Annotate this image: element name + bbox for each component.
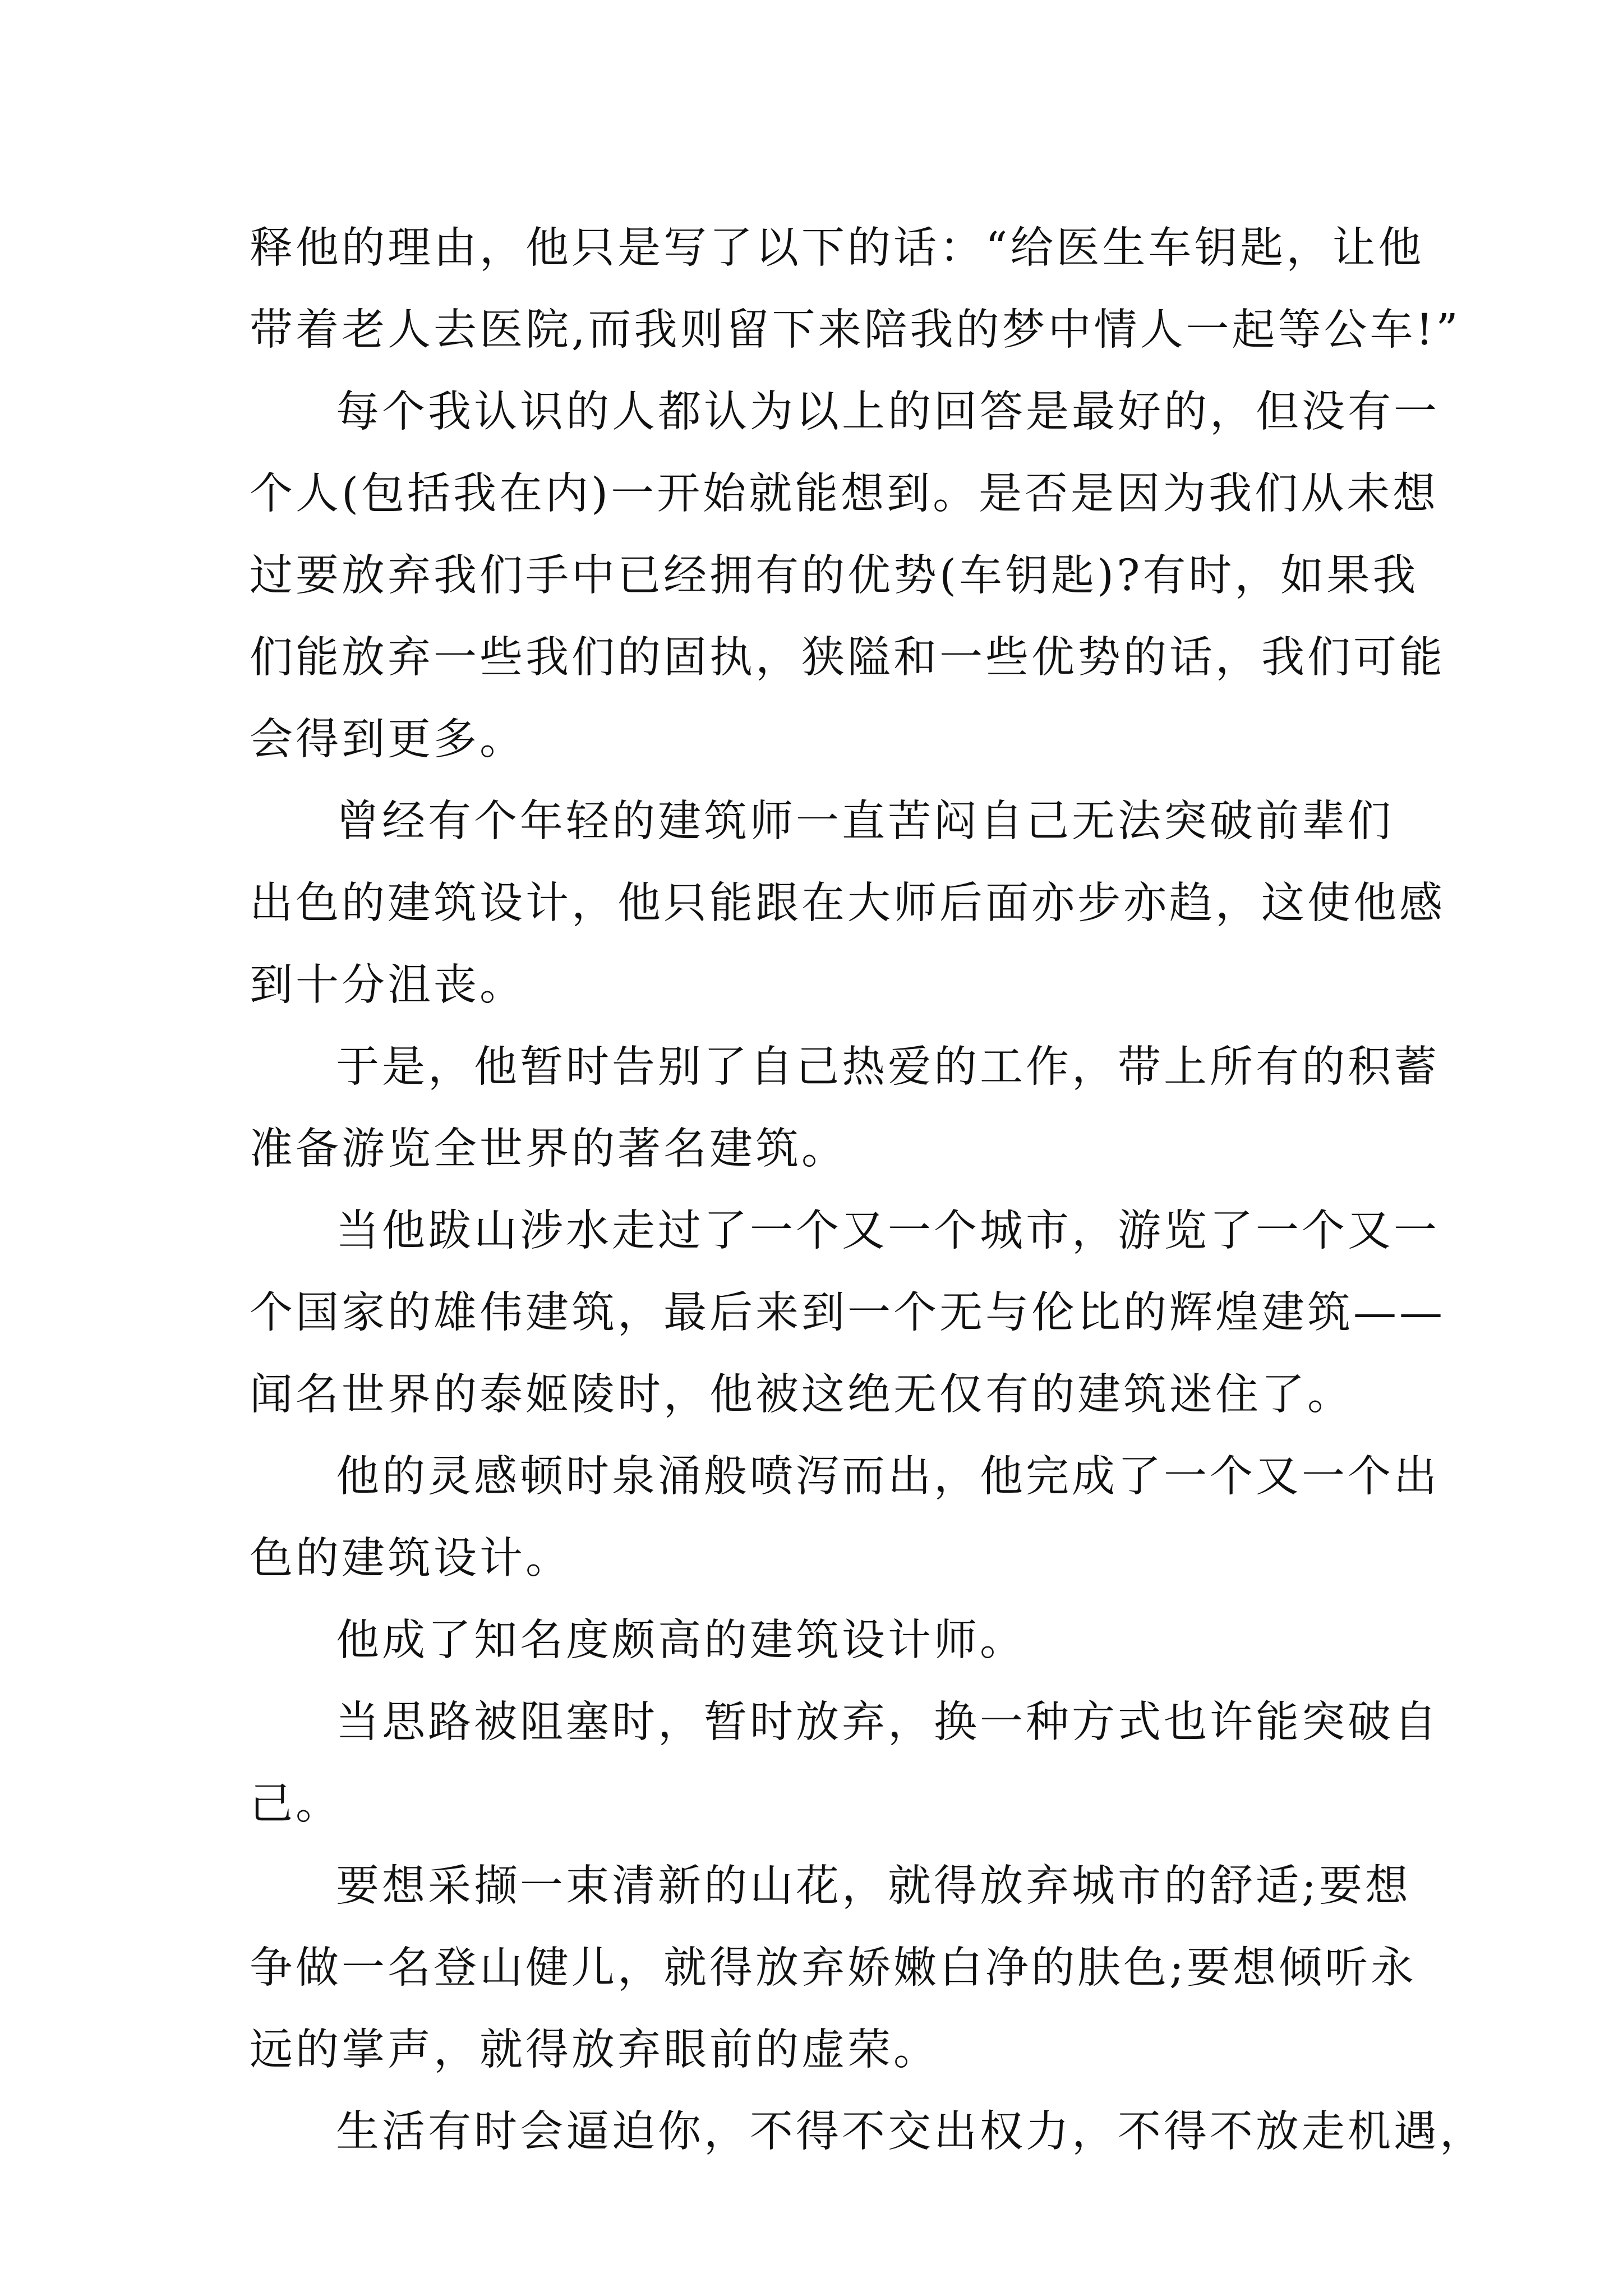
paragraph [250,208,1461,371]
paragraph [250,371,1445,781]
text-line: 过要放弃我们手中已经拥有的优势(车钥匙)?有时，如果我 [250,551,1419,601]
paragraph [250,1436,1440,1600]
text-line: 当他跋山涉水走过了一个又一个城市，游览了一个又一 [336,1206,1440,1256]
text-line: 当思路被阻塞时，暂时放弃，换一种方式也许能突破自 [336,1697,1440,1747]
paragraph [250,1190,1445,1436]
text-line: 个人(包括我在内)一开始就能想到。是否是因为我们从未想 [250,469,1439,519]
text-line: 会得到更多。 [250,715,525,765]
paragraph [250,1027,1440,1190]
paragraph [250,2091,1486,2173]
text-line: 于是，他暂时告别了自己热爱的工作，带上所有的积蓄 [336,1042,1440,1092]
text-line: 远的掌声，就得放弃眼前的虚荣。 [250,2025,939,2075]
text-line: 他的灵感顿时泉涌般喷泻而出，他完成了一个又一个出 [336,1452,1440,1502]
paragraph [250,1600,1388,1682]
text-line: 生活有时会逼迫你，不得不交出权力，不得不放走机遇， [336,2107,1486,2157]
text-line: 准备游览全世界的著名建筑。 [250,1124,847,1174]
body-text [250,208,1486,2173]
text-line: 每个我认识的人都认为以上的回答是最好的，但没有一 [336,387,1440,437]
text-line: 色的建筑设计。 [250,1534,571,1584]
paragraph [250,781,1445,1027]
text-line: 带着老人去医院,而我则留下来陪我的梦中情人一起等公车!” [250,305,1461,355]
text-line: 出色的建筑设计，他只能跟在大师后面亦步亦趋，这使他感 [250,878,1445,928]
text-line: 释他的理由，他只是写了以下的话：“给医生车钥匙，让他 [250,223,1424,273]
text-line: 争做一名登山健儿，就得放弃娇嫩白净的肤色;要想倾听永 [250,1943,1417,1993]
text-line: 要想采撷一束清新的山花，就得放弃城市的舒适;要想 [336,1861,1411,1911]
text-line: 己。 [250,1779,342,1829]
text-line: 他成了知名度颇高的建筑设计师。 [336,1616,1026,1665]
paragraph [250,1682,1440,1846]
text-line: 个国家的雄伟建筑，最后来到一个无与伦比的辉煌建筑—— [250,1288,1445,1338]
text-line: 闻名世界的泰姬陵时，他被这绝无仅有的建筑迷住了。 [250,1370,1353,1420]
text-line: 们能放弃一些我们的固执，狭隘和一些优势的话，我们可能 [250,633,1445,683]
paragraph [250,1846,1417,2091]
text-line: 曾经有个年轻的建筑师一直苦闷自己无法突破前辈们 [336,797,1394,846]
text-line: 到十分沮丧。 [250,960,525,1010]
